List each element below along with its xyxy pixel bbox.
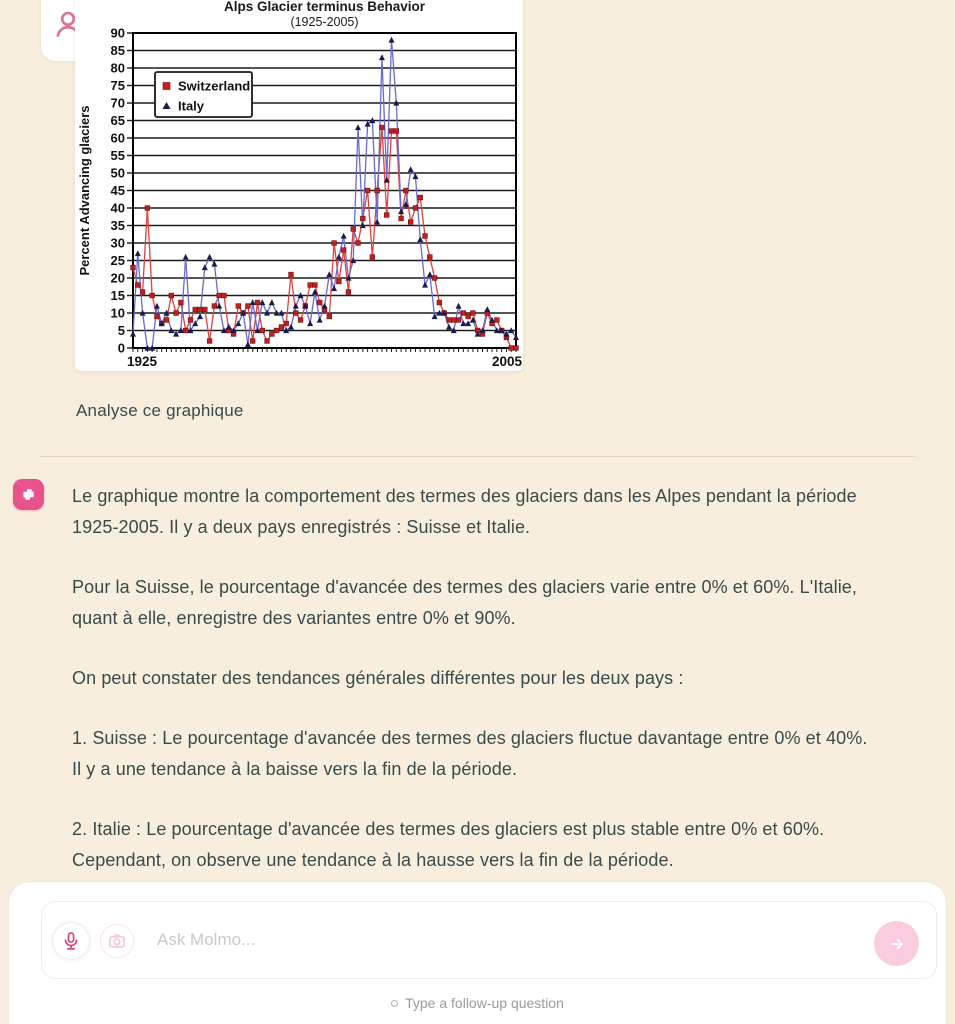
svg-text:25: 25	[110, 253, 125, 268]
assistant-message	[72, 481, 874, 905]
message-input-container	[41, 901, 937, 979]
svg-text:50: 50	[110, 165, 125, 181]
svg-text:Italy: Italy	[178, 98, 205, 114]
circle-outline-icon	[391, 1000, 398, 1007]
camera-icon	[107, 931, 127, 951]
svg-text:75: 75	[110, 78, 125, 93]
assistant-paragraph: 2. Italie : Le pourcentage d'avancée des termes des glaciers est plus stable entre 0% et 60%. Cependant, on observe une tendance à la hausse vers la fin de la période.	[72, 819, 825, 870]
svg-text:0: 0	[117, 340, 125, 356]
assistant-paragraph: Le graphique montre la comportement des termes des glaciers dans les Alpes pendant la période 1925-2005. Il y a deux pays enregistrés : Suisse et Italie.	[72, 486, 857, 537]
svg-text:5: 5	[117, 323, 125, 338]
mic-button[interactable]	[52, 922, 90, 960]
svg-text:65: 65	[110, 113, 125, 128]
svg-text:80: 80	[110, 60, 125, 76]
hint-text: Type a follow-up question	[405, 995, 564, 1011]
svg-text:20: 20	[110, 270, 125, 286]
microphone-icon	[60, 930, 82, 952]
svg-text:90: 90	[110, 25, 125, 41]
svg-text:2005: 2005	[491, 354, 522, 369]
svg-text:15: 15	[110, 288, 125, 303]
message-divider	[40, 456, 916, 457]
svg-text:(1925-2005): (1925-2005)	[290, 15, 359, 29]
svg-text:Switzerland: Switzerland	[178, 78, 251, 94]
assistant-paragraph: 1. Suisse : Le pourcentage d'avancée des termes des glaciers fluctue davantage entre 0% et 40%. Il y a une tendance à la baisse vers la fin de la période.	[72, 728, 868, 779]
assistant-paragraph: Pour la Suisse, le pourcentage d'avancée des termes des glaciers varie entre 0% et 60%. L'Italie, quant à elle, enregistre des variantes entre 0% et 90%.	[72, 577, 858, 628]
svg-text:45: 45	[110, 183, 125, 198]
ask-molmo-input[interactable]	[157, 903, 797, 977]
svg-text:35: 35	[110, 218, 125, 233]
svg-text:60: 60	[110, 130, 125, 146]
svg-text:70: 70	[110, 95, 125, 111]
assistant-paragraph: On peut constater des tendances générales différentes pour les deux pays :	[72, 668, 684, 688]
svg-text:10: 10	[110, 305, 125, 321]
send-button[interactable]	[874, 921, 919, 966]
svg-text:30: 30	[110, 235, 125, 251]
svg-text:Alps Glacier terminus Behavior: Alps Glacier terminus Behavior	[223, 0, 426, 14]
follow-up-hint[interactable]	[9, 995, 946, 1011]
svg-text:Percent Advancing glaciers: Percent Advancing glaciers	[77, 105, 92, 276]
user-attachment-chart[interactable]	[75, 0, 523, 371]
user-message-text: Analyse ce graphique	[76, 401, 244, 420]
svg-text:1925: 1925	[127, 354, 158, 369]
arrow-right-icon	[886, 933, 908, 955]
svg-text:40: 40	[110, 200, 125, 216]
svg-text:85: 85	[110, 43, 125, 58]
glacier-chart-svg	[75, 0, 523, 371]
molmo-logo-glyph	[18, 484, 39, 505]
camera-button[interactable]	[100, 924, 134, 958]
molmo-sparkle-icon	[13, 479, 44, 510]
svg-text:55: 55	[110, 148, 125, 163]
composer-panel	[8, 881, 947, 1024]
